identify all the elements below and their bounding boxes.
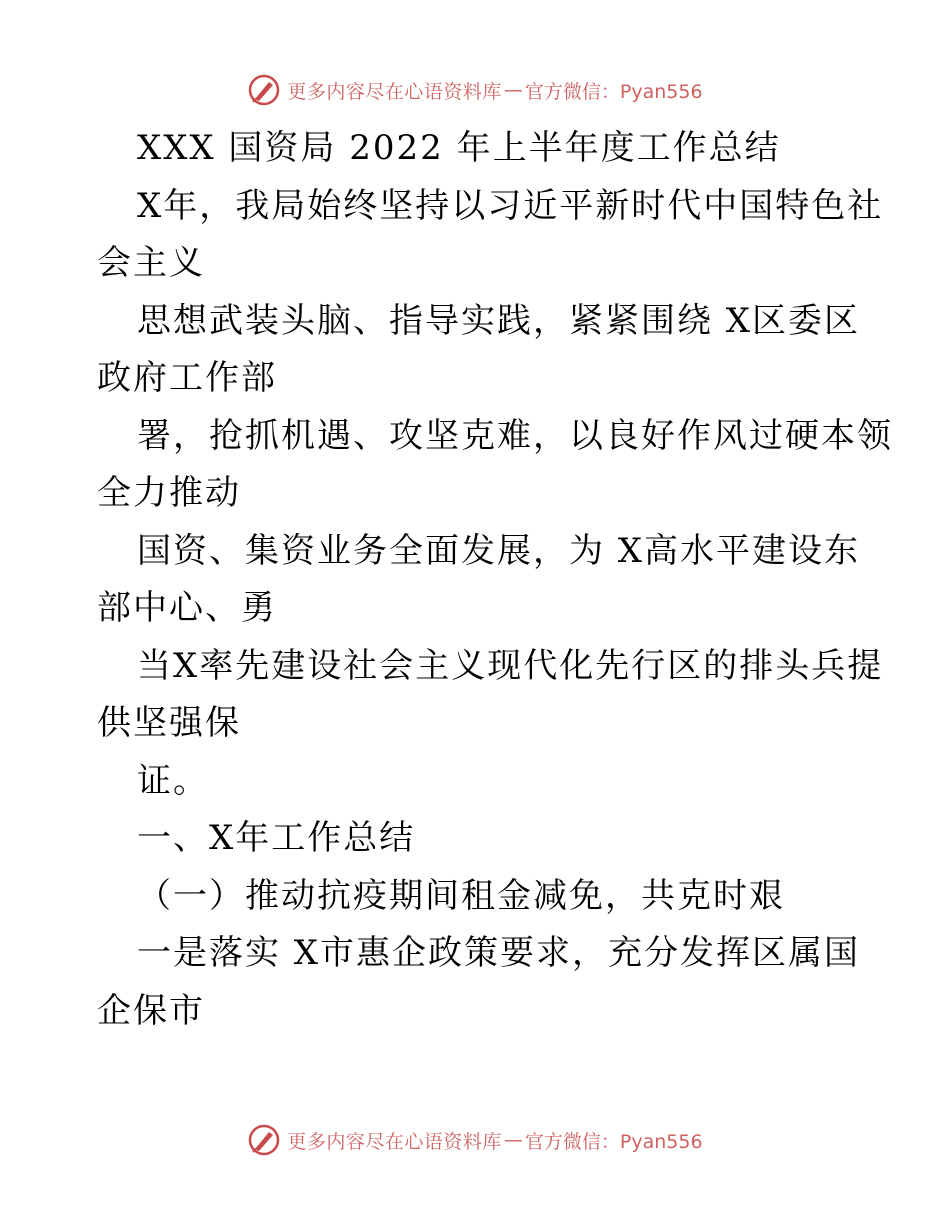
watermark-text: 更多内容尽在心语资料库 [287, 80, 502, 103]
paragraph-line: 全力推动 [97, 473, 241, 513]
paragraph-line: 当X率先建设社会主义现代化先行区的排头兵提 [137, 645, 884, 686]
document-title: XXX 国资局 2022 年上半年度工作总结 [137, 128, 781, 168]
paragraph-line: 政府工作部 [97, 358, 277, 398]
subsection-heading: （一）推动抗疫期间租金减免，共克时艰 [137, 875, 785, 916]
watermark-separator: — [503, 1129, 523, 1151]
paragraph-line: X年，我局始终坚持以习近平新时代中国特色社 [137, 185, 884, 226]
document-body [97, 120, 893, 1040]
paragraph-line: 证。 [137, 760, 209, 801]
paragraph-line: 企保市 [97, 990, 205, 1031]
paragraph-line: 思想武装头脑、指导实践，紧紧围绕 X区委区 [137, 300, 861, 341]
paragraph-line: 国资、集资业务全面发展，为 X高水平建设东 [137, 530, 861, 571]
footer-watermark [0, 1120, 950, 1160]
paragraph-line: 署，抢抓机遇、攻坚克难，以良好作风过硬本领 [137, 415, 893, 456]
paragraph-line: 会主义 [97, 243, 205, 283]
quill-pen-logo-icon [247, 1123, 281, 1157]
watermark-contact: 官方微信：Pyan556 [524, 1130, 703, 1153]
header-watermark [0, 70, 950, 110]
quill-pen-logo-icon [247, 73, 281, 107]
section-heading: 一、X年工作总结 [137, 818, 416, 858]
paragraph-line: 一是落实 X市惠企政策要求，充分发挥区属国 [137, 933, 861, 973]
watermark-text: 更多内容尽在心语资料库 [287, 1130, 502, 1153]
paragraph-line: 供坚强保 [97, 703, 241, 743]
watermark-contact: 官方微信：Pyan556 [524, 80, 703, 103]
watermark-separator: — [503, 79, 523, 101]
paragraph-line: 部中心、勇 [97, 588, 277, 628]
